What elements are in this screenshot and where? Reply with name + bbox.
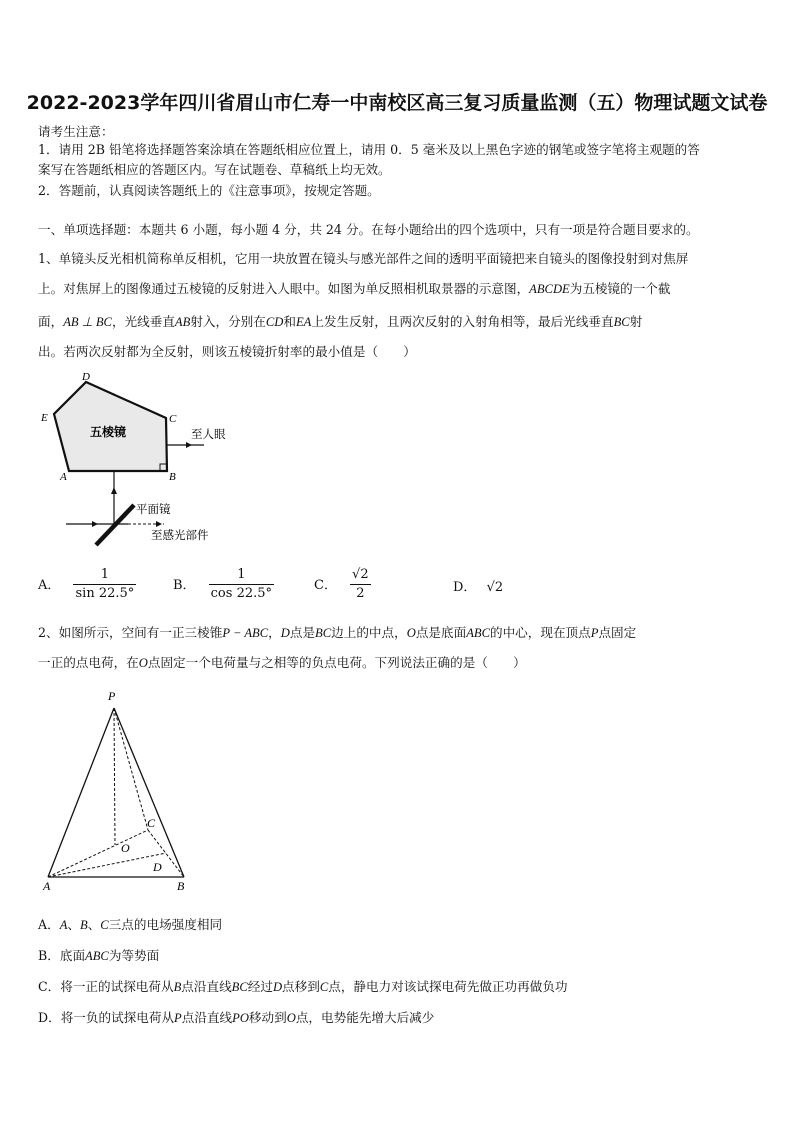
q1-option-d-label: D． [453,580,477,595]
q1-option-b-den: cos 22.5° [210,586,273,601]
q2-line-1-d: 边上的中点， [331,625,407,640]
q1-line-1: 1、单镜头反光相机简称单反相机，它用一块放置在镜头与感光部件之间的透明平面镜把来自镜头的图像投射到对焦屏 [38,251,689,266]
q2-option-a-label: A． [38,917,60,932]
vertex-label-c: C [147,816,156,830]
q2-option-c-b: 点沿直线 [181,979,232,994]
vertex-label-c: C [169,413,177,425]
vertex-label-a: A [60,471,67,483]
q1-option-a-num: 1 [73,566,136,585]
edge-pc [114,708,148,830]
vertex-label-p: P [108,689,116,703]
q2-option-d-var-p: P [174,1011,182,1025]
q2-option-c-d: 点移到 [282,979,320,994]
q1-option-c-den: 2 [356,586,365,601]
q1-option-b-label: B． [173,578,196,593]
page-title: 2022-2023学年四川省眉山市仁寿一中南校区高三复习质量监测（五）物理试题文试卷 [26,92,768,114]
q1-option-a-fraction [73,566,136,603]
vertex-label-d: D [82,371,90,383]
q1-line-3 [38,307,642,337]
notice-item-2: 2．答题前，认真阅读答题纸上的《注意事项》，按规定答题。 [38,183,380,198]
q2-line-2 [38,648,526,678]
q2-option-d-c: 移动到 [248,1010,287,1025]
q1-var-ab: AB [174,315,191,329]
arrow-up-icon [111,487,117,494]
q1-line-4: 出。若两次反射都为全反射，则该五棱镜折射率的最小值是（ ） [38,344,416,359]
q2-var-o-2: O [138,656,148,670]
vertex-label-b: B [169,471,176,483]
q2-option-b-label: B．底面 [38,948,86,963]
q2-var-abc: ABC [466,626,490,640]
q2-option-b-text: 为等势面 [108,948,160,963]
q2-figure-pyramid [36,686,206,896]
q2-option-d-a: D．将一负的试探电荷从 [38,1010,175,1025]
q2-option-c-a: C．将一正的试探电荷从 [38,979,174,994]
q1-option-b[interactable] [173,566,274,603]
q2-line-1-c: 点是 [289,625,316,640]
q2-option-d-var-o: O [286,1011,296,1025]
q2-option-c-var-d: D [272,980,283,994]
q2-line-1-f: 的中心，现在顶点 [489,625,591,640]
q2-option-a-sep-1: 、 [67,917,80,932]
q2-line-2-b: 点固定一个电荷量与之相等的负点电荷。下列说法正确的是（ ） [147,655,526,670]
q1-line-3-c: 射入，分别在 [190,314,266,329]
notice-item-1-line-2: 案写在答题纸相应的答题区内。写在试题卷、草稿纸上均无效。 [38,162,391,177]
q1-option-c-label: C． [314,578,337,593]
q1-option-b-num: 1 [209,566,274,585]
mirror-label: 平面镜 [136,504,171,516]
q1-option-a[interactable] [38,566,136,603]
q2-option-b[interactable] [38,941,159,971]
edge-pa [48,708,114,877]
q2-option-b-var-abc: ABC [85,949,109,963]
q2-option-c-var-b: B [173,980,182,994]
q2-option-a-text: 三点的电场强度相同 [108,917,223,932]
q1-var-bc: BC [613,315,630,329]
q2-option-c-var-bc: BC [231,980,248,994]
q1-line-2-text-b: 为五棱镜的一个截 [569,281,671,296]
q1-var-abcde: ABCDE [529,282,570,296]
arrow-to-eye-icon [186,442,192,448]
vertex-label-a: A [43,879,51,893]
q2-line-1-b: ， [268,625,281,640]
q1-var-ea: EA [295,315,312,329]
q1-figure-pentaprism [36,368,236,548]
q2-option-a-var-a: A [59,918,68,932]
eye-label: 至人眼 [191,429,226,441]
prism-label: 五棱镜 [90,425,127,439]
q1-option-c[interactable] [314,566,371,603]
arrow-right-icon [92,521,98,527]
q2-option-a[interactable] [38,910,222,940]
q1-line-2 [38,274,670,304]
q2-line-1 [38,618,636,648]
q1-line-3-f: 射 [629,314,643,329]
q1-var-cd: CD [265,315,284,329]
q2-line-2-a: 一正的点电荷，在 [38,655,139,670]
q1-line-3-e: 上发生反射，且两次反射的入射角相等，最后光线垂直 [311,314,614,329]
sensor-label: 至感光部件 [151,530,209,542]
q2-option-d[interactable] [38,1003,434,1033]
q1-option-d[interactable] [453,576,503,595]
point-label-o: O [121,841,130,855]
vertex-label-b: B [177,879,185,893]
q2-option-c-c: 经过 [247,979,273,994]
q1-line-3-b: ，光线垂直 [111,314,175,329]
q2-option-d-var-po: PO [232,1011,249,1025]
plane-mirror [96,505,134,545]
q2-option-c-var-c: C [319,980,329,994]
arrow-sensor-icon [156,521,162,527]
q2-option-d-b: 点沿直线 [181,1010,233,1025]
q2-var-p: P [590,626,599,640]
q2-option-d-d: 点，电势能先增大后减少 [295,1010,435,1025]
q1-option-b-fraction [209,566,274,603]
q1-line-3-a: 面， [38,314,64,329]
q1-option-a-label: A． [38,578,61,593]
q2-var-o: O [406,626,416,640]
q2-option-c[interactable] [38,972,568,1002]
section-header: 一、单项选择题：本题共 6 小题，每小题 4 分，共 24 分。在每小题给出的四个选项中，只有一项是符合题目要求的。 [38,222,699,237]
q2-var-p-abc: P − ABC [222,626,269,640]
q1-line-2-text-a: 上。对焦屏上的图像通过五棱镜的反射进入人眼中。如图为单反照相机取景器的示意图， [38,281,530,296]
q2-var-d: D [280,626,290,640]
point-label-d: D [153,860,162,874]
vertex-label-e: E [41,412,48,424]
q1-option-c-fraction [350,566,371,603]
q2-var-bc: BC [315,626,332,640]
segment-ad [48,853,166,877]
q2-option-a-var-c: C [100,918,109,932]
q1-option-c-num: √2 [350,566,371,585]
notice-item-1-line-1: 1．请用 2B 铅笔将选择题答案涂填在答题纸相应位置上，请用 0．5 毫米及以上黑色字迹的钢笔或签字笔将主观题的答 [38,142,700,157]
notice-heading: 请考生注意： [38,124,114,139]
q2-option-a-sep-2: 、 [87,917,101,932]
segment-po [114,708,115,845]
q2-line-1-g: 点固定 [598,625,637,640]
q1-option-d-value: √2 [486,580,504,595]
q2-line-1-e: 点是底面 [415,625,467,640]
q2-option-c-e: 点，静电力对该试探电荷先做正功再做负功 [328,979,568,994]
q1-option-a-den: sin 22.5° [75,586,135,601]
q1-var-ab-perp-bc: AB ⊥ BC [63,315,112,329]
q2-option-a-var-b: B [80,918,88,932]
q1-line-3-d: 和 [283,314,296,329]
q2-line-1-a: 2、如图所示，空间有一正三棱锥 [38,625,223,640]
